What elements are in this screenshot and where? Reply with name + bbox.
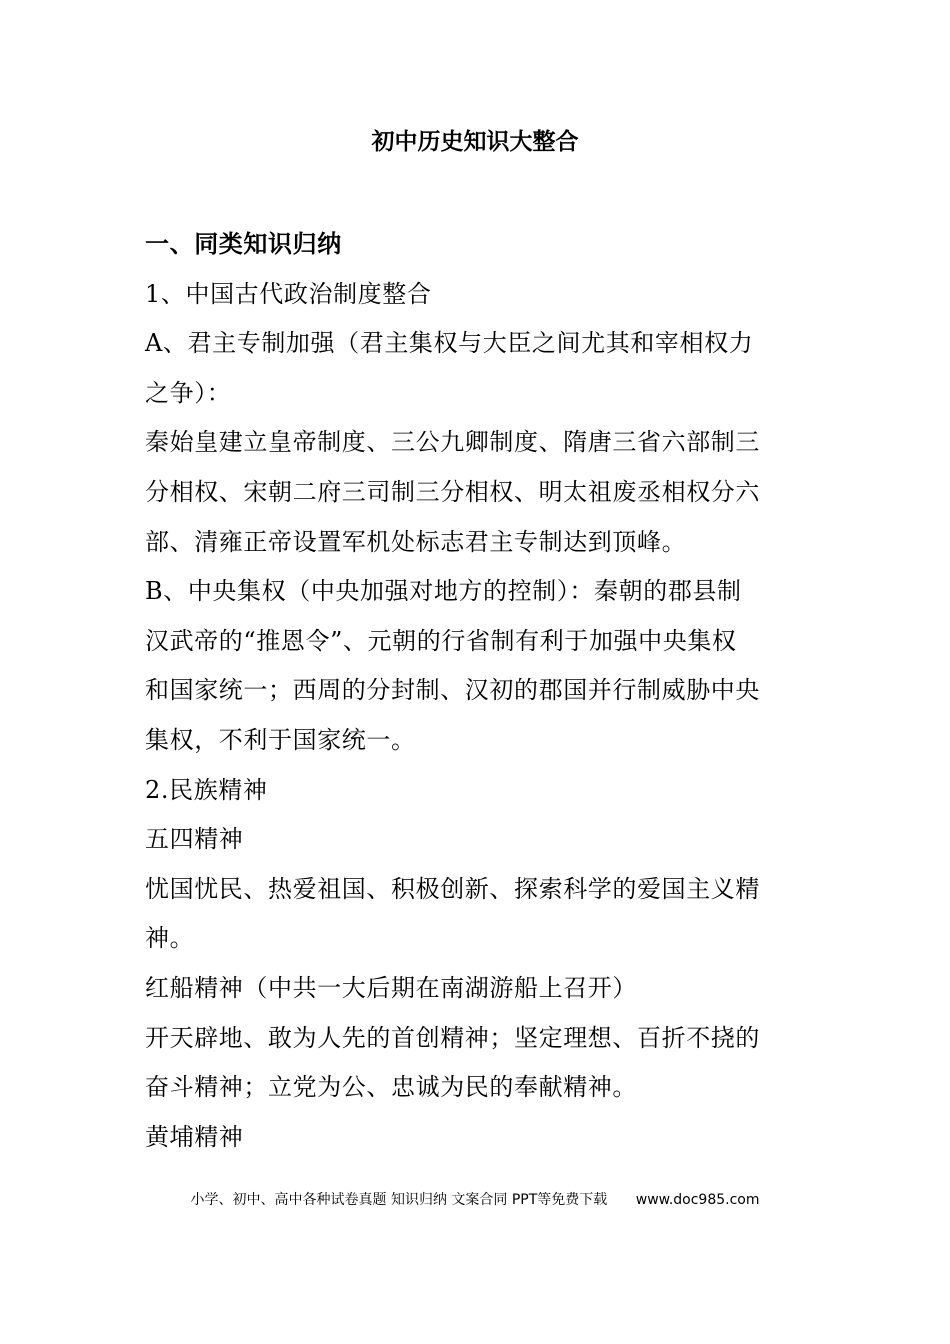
text-line: 之争）：: [145, 378, 232, 407]
subsection-heading: 2.民族精神: [145, 775, 268, 804]
text-line: 黄埔精神: [145, 1122, 244, 1151]
text-line: 奋斗精神；立党为公、忠诚为民的奉献精神。: [145, 1073, 637, 1102]
text-line: B、中央集权（中央加强对地方的控制）：秦朝的郡县制: [145, 577, 742, 606]
text-line: A、君主专制加强（君主集权与大臣之间尤其和宰相权力: [145, 329, 754, 358]
subsection-heading: 1、中国古代政治制度整合: [145, 279, 432, 308]
section-heading: 一、同类知识归纳: [145, 230, 342, 258]
footer-url: www.doc985.com: [635, 1192, 760, 1208]
text-line: 红船精神（中共一大后期在南湖游船上召开）: [145, 973, 637, 1002]
footer-text: 小学、初中、高中各种试卷真题 知识归纳 文案合同 PPT等免费下载: [190, 1192, 608, 1208]
text-line: 汉武帝的“推恩令”、元朝的行省制有利于加强中央集权: [145, 626, 737, 655]
page-footer: [0, 1188, 950, 1212]
text-line: 五四精神: [145, 825, 244, 854]
document-title: 初中历史知识大整合: [371, 129, 579, 155]
document-body: [145, 220, 810, 1162]
text-line: 部、清雍正帝设置军机处标志君主专制达到顶峰。: [145, 527, 687, 556]
text-line: 秦始皇建立皇帝制度、三公九卿制度、隋唐三省六部制三: [145, 428, 760, 457]
text-line: 集权，不利于国家统一。: [145, 725, 416, 754]
text-line: 忧国忧民、热爱祖国、积极创新、探索科学的爱国主义精: [145, 874, 760, 903]
text-line: 神。: [145, 924, 195, 953]
text-line: 分相权、宋朝二府三司制三分相权、明太祖废丞相权分六: [145, 477, 760, 506]
text-line: 和国家统一；西周的分封制、汉初的郡国并行制威胁中央: [145, 676, 760, 705]
text-line: 开天辟地、敢为人先的首创精神；坚定理想、百折不挠的: [145, 1023, 760, 1052]
